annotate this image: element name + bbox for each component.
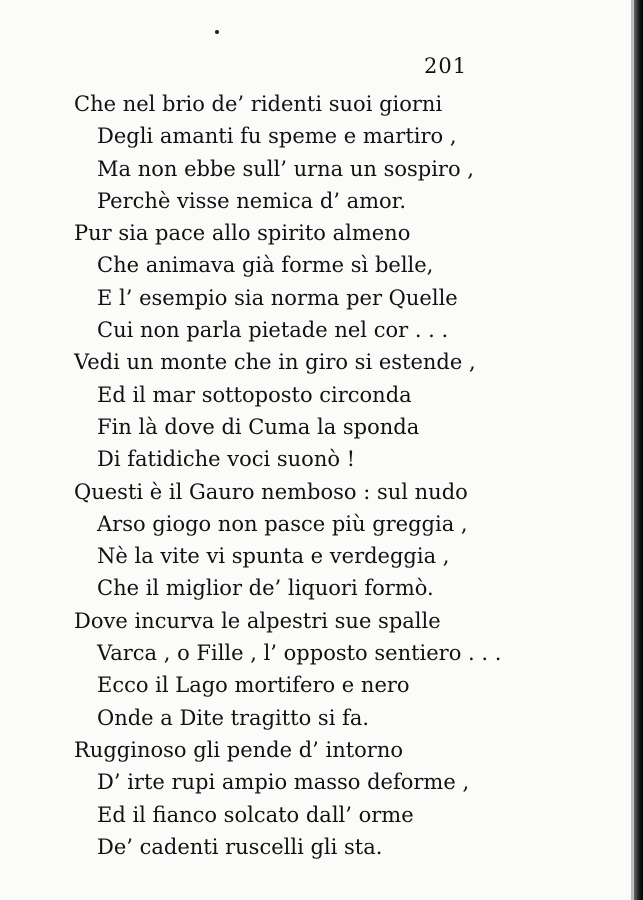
stanza — [0, 217, 620, 346]
verse-line: Nè la vite vi spunta e verdeggia , — [97, 544, 450, 569]
verse-line: Dove incurva le alpestri sue spalle — [74, 608, 441, 633]
verse-line: Vedi un monte che in giro si estende , — [74, 350, 476, 375]
verse-line: Onde a Dite tragitto si fa. — [97, 705, 370, 730]
page-number: 201 — [424, 54, 468, 78]
verse-line: E l’ esempio sia norma per Quelle — [97, 285, 458, 310]
binding-edge — [634, 0, 643, 900]
verse-line: Che nel brio de’ ridenti suoi giorni — [74, 92, 443, 116]
verse-line: Ed il fianco solcato dall’ orme — [97, 802, 414, 827]
verse-line: Ecco il Lago mortifero e nero — [97, 673, 410, 698]
poem-body — [0, 88, 620, 863]
verse-line: Pur sia pace allo spirito almeno — [74, 221, 411, 246]
stanza — [0, 734, 620, 863]
stanza — [0, 88, 620, 217]
stanza — [0, 476, 620, 605]
verse-line: Di fatidiche voci suonò ! — [97, 447, 356, 472]
verse-line: Varca , o Fille , l’ opposto sentiero . . . — [97, 641, 502, 666]
verse-line: Questi è il Gauro nemboso : sul nudo — [74, 479, 468, 504]
verse-line: Arso giogo non pasce più greggia , — [97, 511, 468, 536]
verse-line: De’ cadenti ruscelli gli sta. — [97, 834, 383, 859]
verse-line: Ed il mar sottoposto circonda — [97, 382, 412, 407]
verse-line: Rugginoso gli pende d’ intorno — [74, 737, 404, 762]
verse-line: Perchè visse nemica d’ amor. — [97, 188, 407, 213]
verse-line: Che animava già forme sì belle, — [97, 253, 434, 278]
stanza — [0, 605, 620, 734]
verse-line: Cui non parla pietade nel cor . . . — [97, 318, 449, 343]
stanza — [0, 346, 620, 475]
verse-line: D’ irte rupi ampio masso deforme , — [97, 770, 470, 795]
verse-line: Fin là dove di Cuma la sponda — [97, 414, 420, 439]
verse-line: Ma non ebbe sull’ urna un sospiro , — [97, 156, 474, 181]
verse-line: Degli amanti fu speme e martiro , — [97, 124, 457, 149]
verse-line: Che il miglior de’ liquori formò. — [97, 576, 434, 601]
ink-speck — [215, 30, 219, 34]
